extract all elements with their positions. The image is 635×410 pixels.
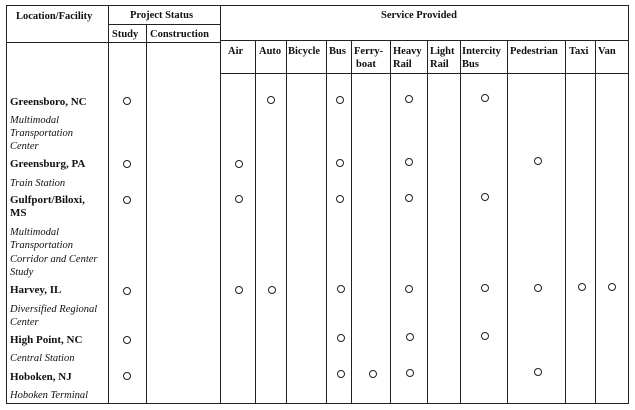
circle-icon [534,284,542,292]
header-heavy-2: Rail [393,59,412,70]
circle-icon [481,332,489,340]
circle-icon [534,157,542,165]
circle-icon [405,158,413,166]
row-desc: Central Station [10,353,75,364]
circle-icon [235,286,243,294]
header-auto: Auto [259,46,282,57]
header-bus: Bus [329,46,346,57]
circle-icon [369,370,377,378]
row-desc: Transportation [10,240,74,251]
header-construction: Construction [150,29,209,40]
circle-icon [123,160,131,168]
row-desc: Diversified Regional [10,304,98,315]
circle-icon [123,97,131,105]
row-name: Greensboro, NC [10,96,87,108]
header-bicycle: Bicycle [288,46,321,57]
header-pedestrian: Pedestrian [510,46,558,57]
circle-icon [608,283,616,291]
header-location: Location/Facility [16,11,93,22]
circle-icon [337,370,345,378]
row-desc: Hoboken Terminal [10,390,89,401]
circle-icon [578,283,586,291]
row-desc: Multimodal [10,115,59,126]
header-heavy: Heavy [393,46,422,57]
circle-icon [337,285,345,293]
row-name: Harvey, IL [10,284,62,296]
row-name: Gulfport/Biloxi, [10,194,85,206]
header-taxi: Taxi [569,46,589,57]
row-desc: Multimodal [10,227,59,238]
circle-icon [336,159,344,167]
header-ferry: Ferry- [354,46,384,57]
circle-icon [123,372,131,380]
row-name: Greensburg, PA [10,158,86,170]
circle-icon [336,195,344,203]
row-desc: Study [10,267,34,278]
row-name: High Point, NC [10,334,83,346]
circle-icon [406,369,414,377]
circle-icon [481,193,489,201]
circle-icon [123,196,131,204]
row-name-2: MS [10,207,27,219]
row-desc: Center [10,141,39,152]
header-intercity: Intercity [462,46,501,57]
header-intercity-2: Bus [462,59,479,70]
row-desc: Train Station [10,178,66,189]
row-desc: Transportation [10,128,74,139]
circle-icon [337,334,345,342]
header-ferry-2: boat [356,59,376,70]
header-van: Van [598,46,616,57]
header-study: Study [112,29,139,40]
circle-icon [405,95,413,103]
circle-icon [235,160,243,168]
circle-icon [235,195,243,203]
header-light: Light [430,46,455,57]
header-light-2: Rail [430,59,449,70]
circle-icon [534,368,542,376]
header-air: Air [228,46,244,57]
row-desc: Center [10,317,39,328]
circle-icon [481,284,489,292]
circle-icon [406,333,414,341]
circle-icon [267,96,275,104]
circle-icon [405,194,413,202]
header-service-provided: Service Provided [381,10,457,21]
header-project-status: Project Status [130,10,194,21]
circle-icon [268,286,276,294]
circle-icon [481,94,489,102]
circle-icon [123,287,131,295]
circle-icon [336,96,344,104]
circle-icon [405,285,413,293]
circle-icon [123,336,131,344]
row-name: Hoboken, NJ [10,371,72,383]
row-desc: Corridor and Center [10,254,98,265]
